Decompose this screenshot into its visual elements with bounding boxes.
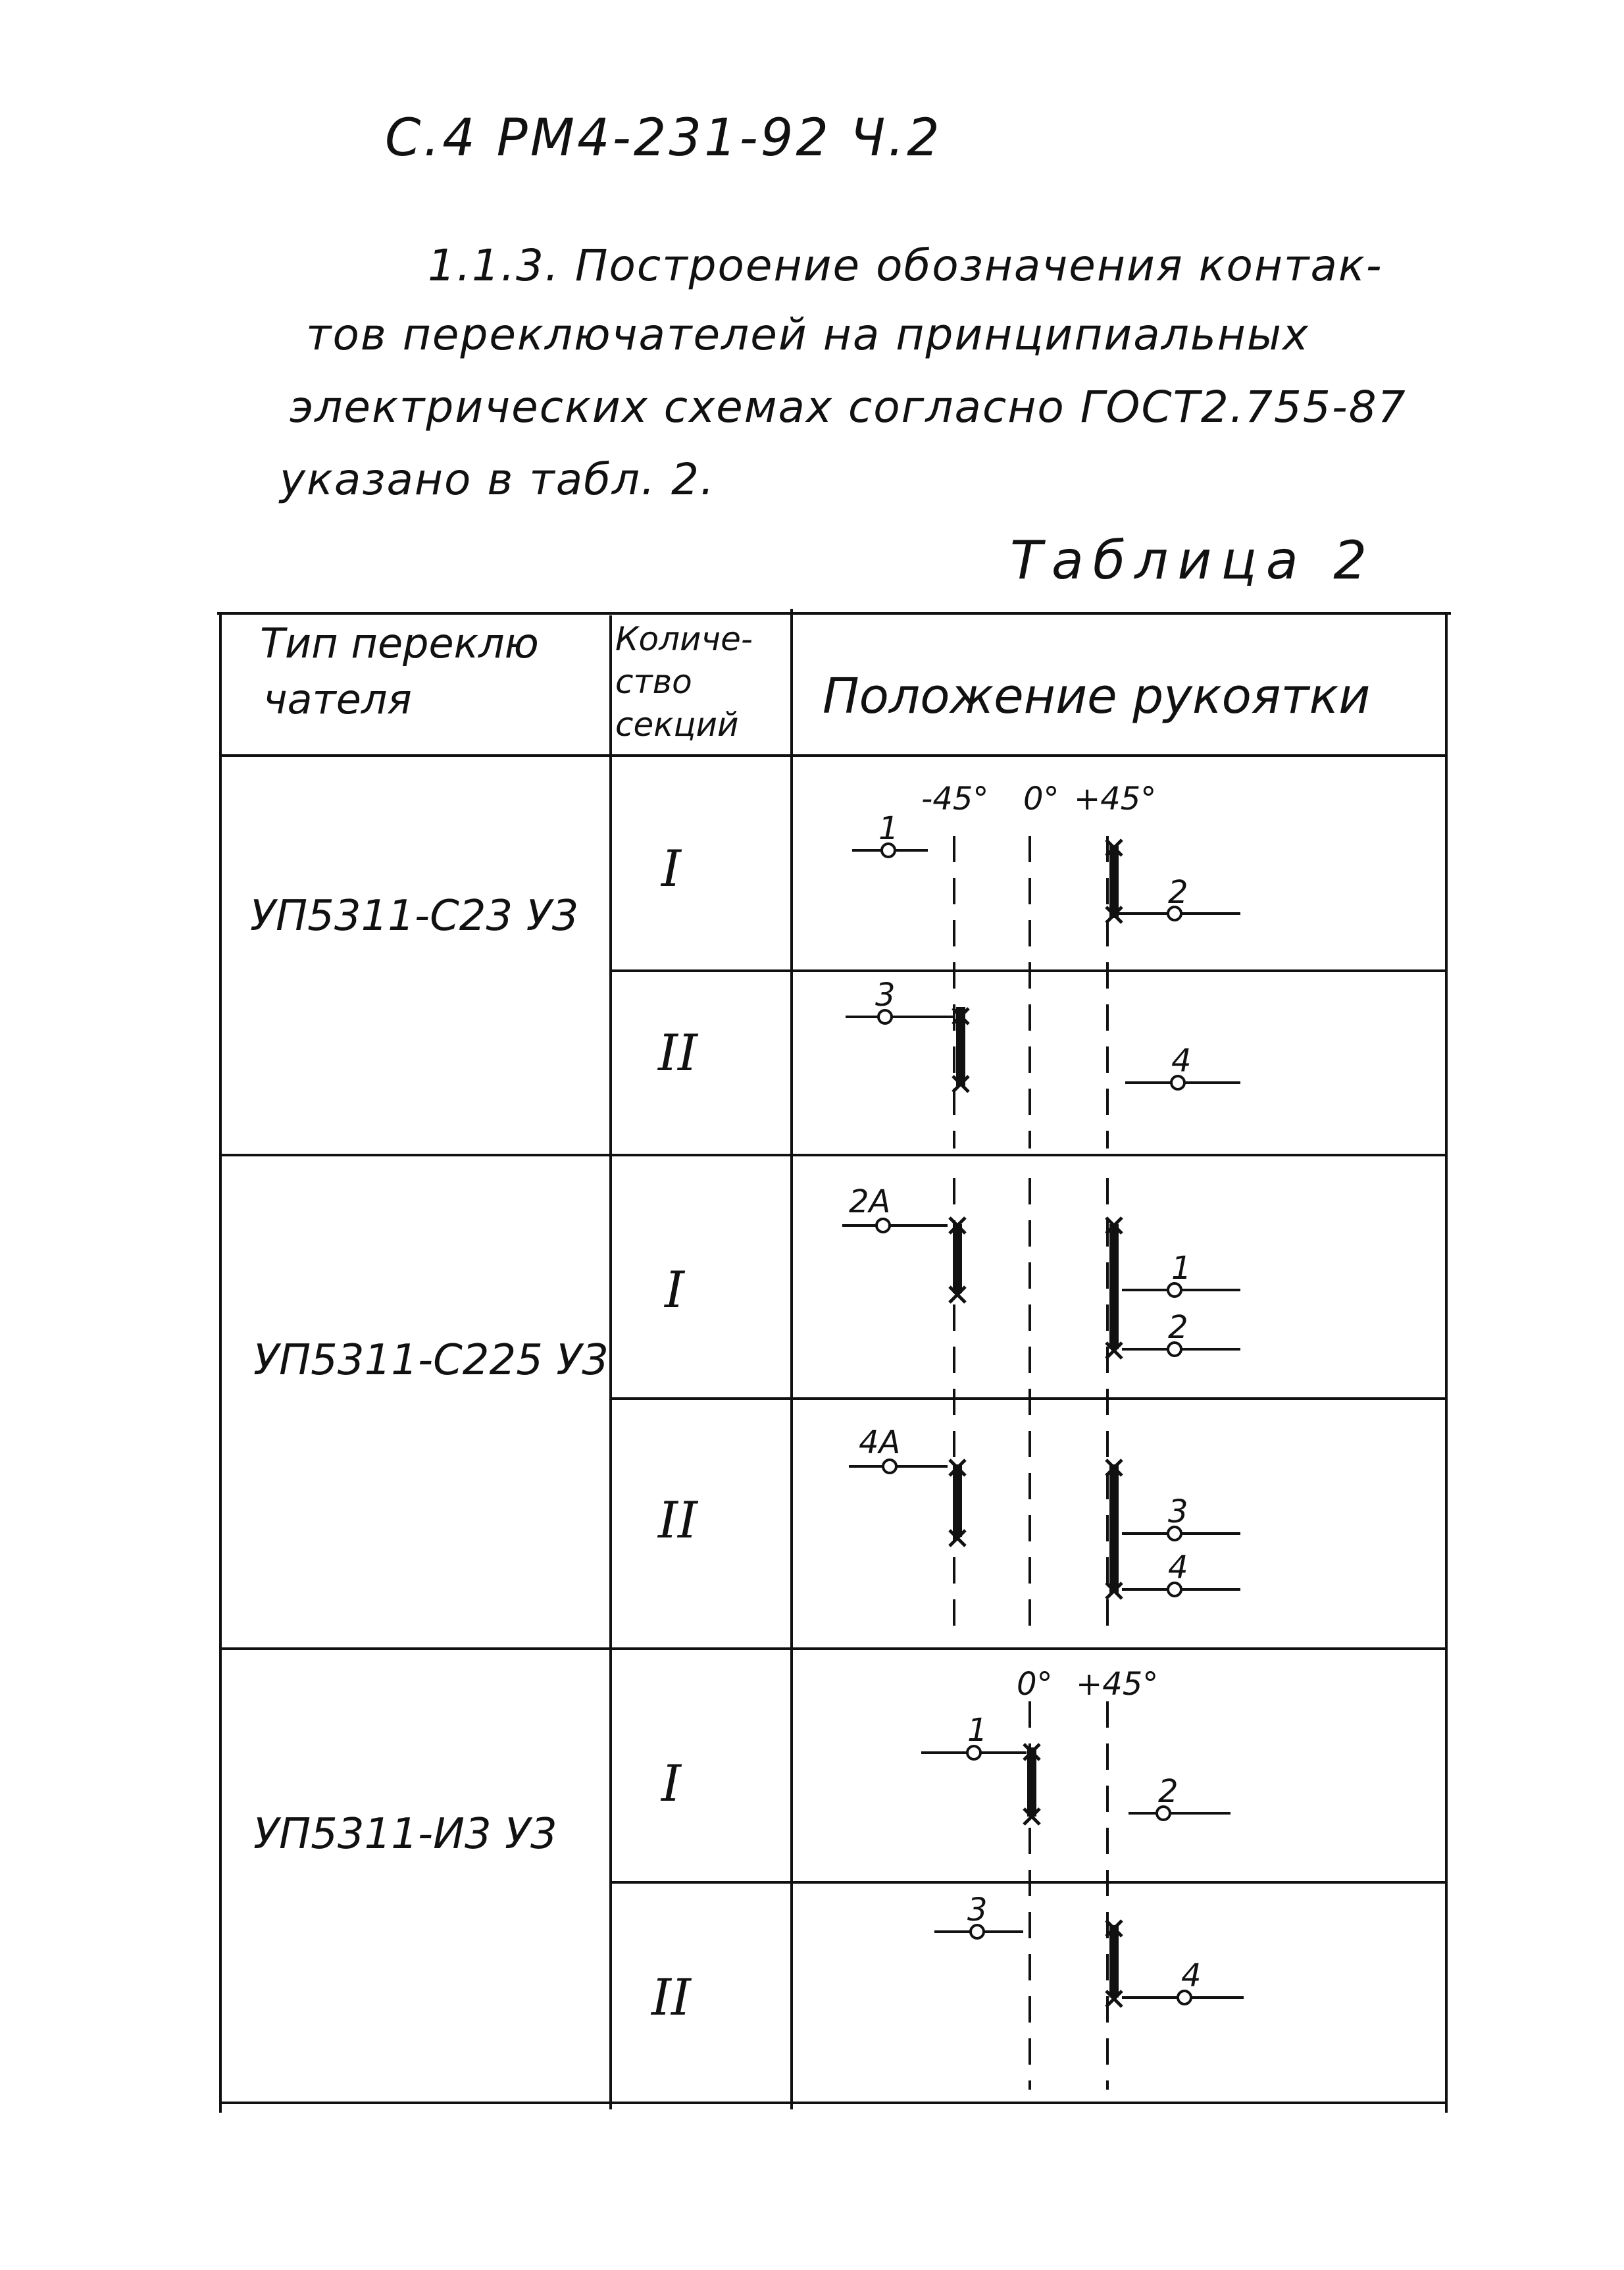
row-3-section-1: I — [661, 1754, 682, 1813]
row-2-section-1: I — [665, 1260, 685, 1319]
paragraph-line-3: электрических схемах согласно ГОСТ2.755-87 — [290, 382, 1407, 432]
row-3-position-lines — [1030, 1701, 1107, 2090]
row-3-type: УП5311-И3 У3 — [253, 1810, 557, 1859]
paragraph-line-4: указано в табл. 2. — [280, 454, 716, 505]
x-marks — [950, 840, 1122, 2007]
table-caption: Таблица 2 — [1010, 530, 1377, 591]
row-1-section-1: I — [661, 839, 682, 898]
paragraph-line-1: 1.1.3. Построение обозначения контак- — [428, 240, 1383, 291]
row-1-section-2: II — [658, 1023, 698, 1082]
row-3-angle-0: 0° — [1017, 1666, 1053, 1703]
row-1-type: УП5311-С23 У3 — [250, 892, 579, 941]
header-sections-line-1: Количе- — [615, 620, 753, 658]
row-2-section-2: II — [658, 1491, 698, 1549]
row-2-s2-contact-4a-terminal — [883, 1460, 896, 1473]
row-2-s1-contact-2-label: 2 — [1168, 1309, 1188, 1346]
row-3-s1-contact-1-label: 1 — [967, 1712, 988, 1749]
row-3-angle-plus45: +45° — [1076, 1666, 1159, 1703]
paragraph-line-2: тов переключателей на принципиальных — [306, 309, 1310, 360]
row-3-s2-contact-3-label: 3 — [967, 1892, 988, 1928]
row-1-s1-contact-2-label: 2 — [1168, 874, 1188, 911]
row-2-s1-contact-2a-label: 2А — [849, 1183, 891, 1220]
row-1-angle-minus45: -45° — [921, 781, 989, 817]
row-1-s1-contact-1-label: 1 — [878, 810, 899, 847]
header-position: Положение рукоятки — [823, 668, 1371, 725]
row-2-s2-contact-3-label: 3 — [1168, 1493, 1188, 1530]
row-2-s2-contact-4a-label: 4А — [859, 1424, 901, 1461]
row-3-section-2: II — [651, 1968, 692, 2026]
row-1-position-lines — [954, 836, 1107, 1148]
row-2-position-lines — [954, 1178, 1107, 1636]
row-1-angle-plus45: +45° — [1074, 781, 1157, 817]
row-2-s1-contact-2a-terminal — [876, 1219, 890, 1232]
header-sections-line-2: ство — [615, 663, 692, 701]
row-2-type: УП5311-С225 У3 — [253, 1336, 609, 1385]
page-header: С.4 РМ4-231-92 Ч.2 — [385, 109, 942, 168]
row-1-angle-0: 0° — [1023, 781, 1059, 817]
row-1-s2-contact-4-label: 4 — [1171, 1043, 1192, 1079]
header-type-line-1: Тип переклю — [260, 619, 539, 667]
header-type-line-2: чателя — [263, 675, 412, 723]
row-2-s2-contact-4-label: 4 — [1168, 1549, 1188, 1586]
row-3-s1-contact-2-label: 2 — [1158, 1773, 1179, 1810]
row-2-s1-contact-1-label: 1 — [1171, 1250, 1192, 1287]
header-sections-line-3: секций — [615, 706, 739, 744]
row-1-s2-contact-3-label: 3 — [875, 977, 896, 1014]
row-3-s2-contact-4-label: 4 — [1181, 1957, 1202, 1994]
